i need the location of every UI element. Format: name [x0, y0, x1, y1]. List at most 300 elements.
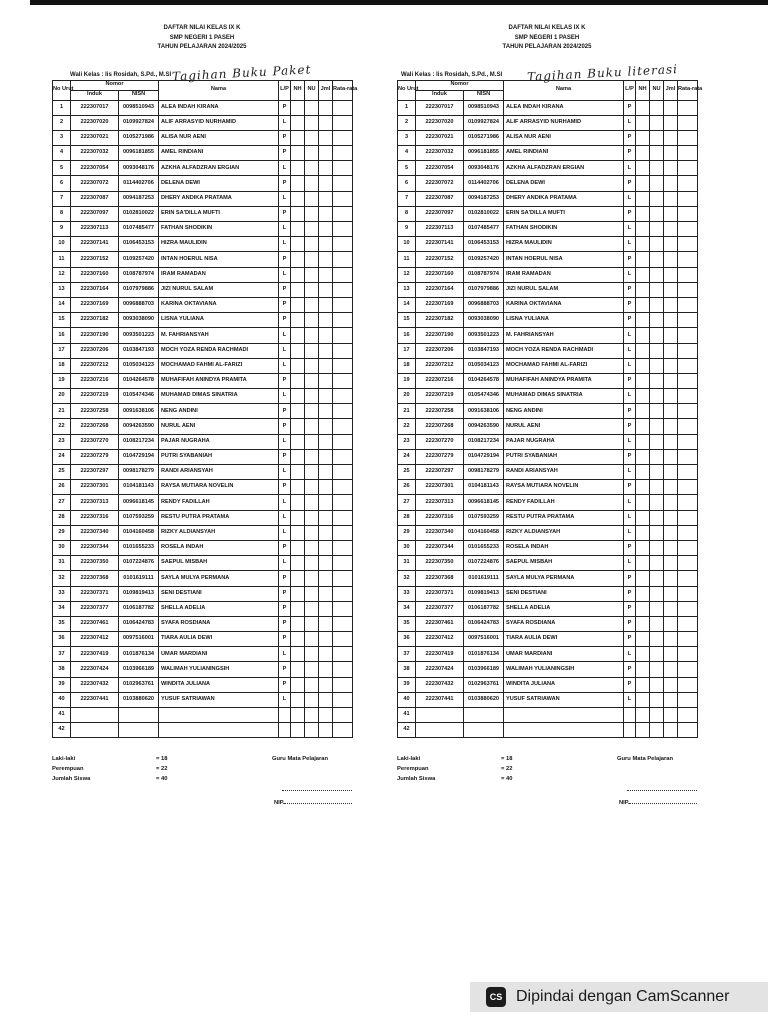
score-jml — [319, 343, 333, 358]
score-nh — [291, 358, 305, 373]
score-jml — [664, 146, 678, 161]
score-rata — [333, 328, 353, 343]
score-jml — [664, 723, 678, 738]
student-nisn: 0098510943 — [464, 100, 504, 115]
score-nu — [650, 540, 664, 555]
row-number: 32 — [53, 571, 71, 586]
score-nh — [291, 465, 305, 480]
student-gender: L — [279, 434, 291, 449]
col-header-lp: L/P — [279, 80, 291, 100]
nip-line — [284, 803, 352, 804]
score-nh — [636, 115, 650, 130]
table-row — [53, 419, 353, 434]
student-gender: L — [279, 495, 291, 510]
student-gender: P — [279, 282, 291, 297]
score-rata — [678, 571, 698, 586]
student-gender: L — [624, 495, 636, 510]
table-row — [53, 282, 353, 297]
student-rows — [53, 100, 353, 738]
student-nisn: 0093501223 — [119, 328, 159, 343]
wali-kelas-row — [52, 61, 352, 84]
student-name: SHELLA ADELIA — [504, 601, 624, 616]
grade-table — [52, 80, 358, 739]
score-jml — [664, 343, 678, 358]
score-jml — [319, 525, 333, 540]
score-jml — [664, 373, 678, 388]
score-rata — [333, 252, 353, 267]
student-gender: P — [279, 540, 291, 555]
student-gender: L — [624, 692, 636, 707]
score-nh — [291, 647, 305, 662]
score-nu — [305, 480, 319, 495]
student-induk: 222307344 — [71, 540, 119, 555]
student-name: MOCHAMAD FAHMI AL-FARIZI — [504, 358, 624, 373]
student-induk: 222307258 — [71, 404, 119, 419]
score-nu — [305, 692, 319, 707]
sheet-footer — [397, 756, 697, 816]
student-gender: L — [279, 525, 291, 540]
student-gender: L — [624, 358, 636, 373]
row-number: 12 — [53, 267, 71, 282]
student-gender: P — [624, 632, 636, 647]
table-row — [398, 191, 698, 206]
table-row — [398, 267, 698, 282]
camscanner-text: Dipindai dengan CamScanner — [516, 988, 730, 1005]
student-gender: L — [624, 556, 636, 571]
score-nh — [636, 237, 650, 252]
score-nh — [636, 540, 650, 555]
score-nu — [650, 252, 664, 267]
student-nisn: 0093038090 — [464, 313, 504, 328]
score-jml — [319, 161, 333, 176]
score-nh — [291, 556, 305, 571]
student-gender: P — [279, 571, 291, 586]
table-row — [53, 267, 353, 282]
student-name: PAJAR NUGRAHA — [159, 434, 279, 449]
student-nisn: 0107979886 — [464, 282, 504, 297]
score-nu — [305, 632, 319, 647]
row-number: 24 — [398, 449, 416, 464]
perempuan-label: Perempuan — [52, 766, 84, 773]
score-nu — [650, 161, 664, 176]
score-rata — [333, 206, 353, 221]
table-row — [53, 586, 353, 601]
table-row — [398, 419, 698, 434]
table-row — [53, 130, 353, 145]
score-jml — [319, 222, 333, 237]
camscanner-badge — [470, 982, 768, 1012]
score-rata — [678, 267, 698, 282]
score-nh — [291, 130, 305, 145]
score-jml — [664, 252, 678, 267]
student-nisn: 0104181143 — [119, 480, 159, 495]
col-header-nomor: Nomor — [71, 80, 159, 90]
student-name: PAJAR NUGRAHA — [504, 434, 624, 449]
row-number: 7 — [398, 191, 416, 206]
score-nu — [305, 237, 319, 252]
col-header-induk: Induk — [71, 90, 119, 100]
table-row — [53, 556, 353, 571]
grade-sheet-left — [52, 24, 358, 816]
score-nh — [636, 708, 650, 723]
table-row — [53, 571, 353, 586]
table-row — [53, 191, 353, 206]
score-nu — [650, 404, 664, 419]
student-nisn: 0105474346 — [119, 389, 159, 404]
student-induk: 222307054 — [71, 161, 119, 176]
student-nisn: 0096181855 — [464, 146, 504, 161]
student-gender — [624, 723, 636, 738]
jumlah-value: = 40 — [156, 776, 168, 783]
student-name — [159, 723, 279, 738]
score-jml — [319, 616, 333, 631]
student-name: RAYSA MUTIARA NOVELIN — [504, 480, 624, 495]
student-nisn: 0107224876 — [464, 556, 504, 571]
student-name: AZKHA ALFADZRAN ERGIAN — [159, 161, 279, 176]
student-induk: 222307216 — [416, 373, 464, 388]
score-nh — [291, 540, 305, 555]
student-nisn: 0096888703 — [464, 297, 504, 312]
student-induk: 222307097 — [71, 206, 119, 221]
score-rata — [678, 708, 698, 723]
student-name: PUTRI SYABANIAH — [504, 449, 624, 464]
score-jml — [319, 419, 333, 434]
student-nisn: 0109257420 — [119, 252, 159, 267]
col-header-nisn: NISN — [119, 90, 159, 100]
score-jml — [319, 677, 333, 692]
student-name: HIZRA MAULIDIN — [504, 237, 624, 252]
score-jml — [319, 297, 333, 312]
student-gender: L — [279, 267, 291, 282]
student-nisn: 0105034123 — [119, 358, 159, 373]
table-row — [53, 480, 353, 495]
student-name: UMAR MARDIANI — [504, 647, 624, 662]
score-jml — [664, 206, 678, 221]
student-induk: 222307279 — [416, 449, 464, 464]
table-row — [398, 601, 698, 616]
student-induk: 222307169 — [71, 297, 119, 312]
student-nisn: 0102963761 — [464, 677, 504, 692]
student-gender: P — [624, 176, 636, 191]
table-row — [398, 297, 698, 312]
student-nisn: 0105271986 — [119, 130, 159, 145]
score-nu — [650, 297, 664, 312]
score-nu — [305, 556, 319, 571]
student-induk: 222307020 — [71, 115, 119, 130]
table-row — [398, 540, 698, 555]
student-nisn: 0106187782 — [119, 601, 159, 616]
student-name: YUSUF SATRIAWAN — [504, 692, 624, 707]
score-nu — [650, 495, 664, 510]
score-rata — [333, 161, 353, 176]
student-name: PUTRI SYABANIAH — [159, 449, 279, 464]
col-header-nama: Nama — [504, 80, 624, 100]
score-nh — [291, 723, 305, 738]
score-rata — [678, 115, 698, 130]
student-name: RIZKY ALDIANSYAH — [504, 525, 624, 540]
col-header-nama: Nama — [159, 80, 279, 100]
score-rata — [678, 161, 698, 176]
score-jml — [664, 586, 678, 601]
row-number: 20 — [398, 389, 416, 404]
score-nh — [636, 297, 650, 312]
score-nh — [636, 510, 650, 525]
table-row — [53, 252, 353, 267]
student-gender: P — [279, 662, 291, 677]
score-jml — [664, 404, 678, 419]
student-name: WALIMAH YULIANINGSIH — [504, 662, 624, 677]
score-nu — [650, 571, 664, 586]
student-induk: 222307350 — [71, 556, 119, 571]
student-induk: 222307032 — [71, 146, 119, 161]
student-induk: 222307169 — [416, 297, 464, 312]
score-nu — [305, 434, 319, 449]
score-nh — [291, 404, 305, 419]
score-jml — [319, 389, 333, 404]
grade-table — [397, 80, 703, 739]
nip-label: NIP. — [619, 800, 630, 807]
row-number: 38 — [53, 662, 71, 677]
score-jml — [319, 540, 333, 555]
score-nh — [291, 495, 305, 510]
score-rata — [678, 252, 698, 267]
row-number: 3 — [398, 130, 416, 145]
student-induk: 222307424 — [416, 662, 464, 677]
score-rata — [333, 723, 353, 738]
student-induk: 222307206 — [416, 343, 464, 358]
score-nu — [650, 328, 664, 343]
score-nu — [650, 692, 664, 707]
row-number: 32 — [398, 571, 416, 586]
student-induk: 222307461 — [416, 616, 464, 631]
student-nisn: 0107593259 — [464, 510, 504, 525]
row-number: 21 — [53, 404, 71, 419]
score-rata — [678, 373, 698, 388]
student-nisn: 0101655233 — [464, 540, 504, 555]
student-gender: L — [624, 389, 636, 404]
student-nisn: 0103847193 — [119, 343, 159, 358]
score-nh — [636, 495, 650, 510]
perempuan-value: = 22 — [156, 766, 168, 773]
student-nisn: 0109927824 — [464, 115, 504, 130]
row-number: 30 — [53, 540, 71, 555]
student-induk: 222307020 — [416, 115, 464, 130]
student-induk: 222307301 — [416, 480, 464, 495]
student-gender: L — [624, 222, 636, 237]
score-nu — [305, 176, 319, 191]
student-gender: L — [624, 191, 636, 206]
student-name: NURUL AENI — [159, 419, 279, 434]
table-row — [398, 328, 698, 343]
score-nu — [650, 708, 664, 723]
student-name: WINDITA JULIANA — [159, 677, 279, 692]
score-nu — [305, 677, 319, 692]
score-rata — [678, 404, 698, 419]
row-number: 18 — [53, 358, 71, 373]
student-induk: 222307021 — [416, 130, 464, 145]
row-number: 40 — [398, 692, 416, 707]
score-jml — [319, 373, 333, 388]
table-row — [53, 495, 353, 510]
student-nisn: 0101619111 — [119, 571, 159, 586]
student-nisn: 0108787974 — [464, 267, 504, 282]
student-induk: 222307219 — [416, 389, 464, 404]
score-rata — [333, 358, 353, 373]
score-nu — [650, 632, 664, 647]
student-induk: 222307377 — [416, 601, 464, 616]
student-name: M. FAHRIANSYAH — [504, 328, 624, 343]
score-nh — [636, 328, 650, 343]
col-header-lp: L/P — [624, 80, 636, 100]
score-nu — [305, 723, 319, 738]
row-number: 29 — [53, 525, 71, 540]
row-number: 33 — [53, 586, 71, 601]
student-gender: L — [624, 328, 636, 343]
student-gender: P — [624, 373, 636, 388]
student-nisn: 0109257420 — [464, 252, 504, 267]
student-nisn — [464, 708, 504, 723]
score-nu — [305, 252, 319, 267]
score-nu — [650, 616, 664, 631]
score-nu — [305, 313, 319, 328]
row-number: 24 — [53, 449, 71, 464]
student-name: SYAFA ROSDIANA — [504, 616, 624, 631]
student-induk: 222307054 — [416, 161, 464, 176]
score-rata — [678, 206, 698, 221]
table-row — [398, 373, 698, 388]
score-rata — [678, 510, 698, 525]
student-nisn: 0094263590 — [119, 419, 159, 434]
student-nisn: 0106453153 — [119, 237, 159, 252]
table-row — [398, 146, 698, 161]
score-jml — [319, 571, 333, 586]
student-name: RANDI ARIANSYAH — [504, 465, 624, 480]
student-gender: P — [279, 206, 291, 221]
score-jml — [319, 465, 333, 480]
table-row — [398, 130, 698, 145]
score-rata — [678, 343, 698, 358]
score-nu — [650, 419, 664, 434]
score-nh — [636, 267, 650, 282]
table-row — [53, 616, 353, 631]
student-name: MUHAFIFAH ANINDYA PRAMITA — [504, 373, 624, 388]
table-row — [53, 465, 353, 480]
score-jml — [664, 571, 678, 586]
student-induk: 222307268 — [71, 419, 119, 434]
score-nu — [650, 677, 664, 692]
table-row — [398, 404, 698, 419]
score-rata — [678, 601, 698, 616]
row-number: 37 — [53, 647, 71, 662]
student-induk: 222307279 — [71, 449, 119, 464]
row-number: 20 — [53, 389, 71, 404]
student-name: RENDY FADILLAH — [504, 495, 624, 510]
student-gender: P — [624, 677, 636, 692]
score-nu — [650, 176, 664, 191]
student-nisn: 0098178279 — [119, 465, 159, 480]
score-jml — [664, 601, 678, 616]
score-nu — [305, 601, 319, 616]
student-gender: L — [279, 647, 291, 662]
score-rata — [333, 525, 353, 540]
student-gender: L — [279, 389, 291, 404]
table-row — [398, 343, 698, 358]
student-nisn: 0106453153 — [464, 237, 504, 252]
student-name: SAYLA MULYA PERMANA — [159, 571, 279, 586]
table-row — [398, 495, 698, 510]
score-jml — [319, 282, 333, 297]
student-nisn: 0103966189 — [119, 662, 159, 677]
score-jml — [664, 237, 678, 252]
student-name: JIZI NURUL SALAM — [504, 282, 624, 297]
document-header — [52, 24, 352, 53]
score-nh — [291, 252, 305, 267]
student-name: ROSELA INDAH — [159, 540, 279, 555]
student-induk: 222307377 — [71, 601, 119, 616]
score-rata — [333, 419, 353, 434]
score-jml — [319, 692, 333, 707]
student-nisn: 0094263590 — [464, 419, 504, 434]
score-jml — [664, 556, 678, 571]
score-jml — [664, 708, 678, 723]
row-number: 14 — [398, 297, 416, 312]
score-rata — [333, 677, 353, 692]
student-name: DHERY ANDIKA PRATAMA — [159, 191, 279, 206]
score-nu — [650, 100, 664, 115]
score-nh — [636, 313, 650, 328]
score-nh — [291, 571, 305, 586]
student-nisn — [119, 723, 159, 738]
table-row — [398, 556, 698, 571]
student-nisn: 0102963761 — [119, 677, 159, 692]
score-nh — [636, 419, 650, 434]
document-header — [397, 24, 697, 53]
score-nu — [650, 313, 664, 328]
table-row — [398, 525, 698, 540]
student-induk: 222307340 — [416, 525, 464, 540]
score-rata — [333, 146, 353, 161]
student-name: ALIF ARRASYID NURHAMID — [504, 115, 624, 130]
student-nisn: 0098510943 — [119, 100, 159, 115]
student-nisn: 0103880620 — [464, 692, 504, 707]
score-nh — [291, 176, 305, 191]
row-number: 38 — [398, 662, 416, 677]
student-gender: L — [279, 343, 291, 358]
score-rata — [333, 343, 353, 358]
score-nh — [636, 373, 650, 388]
student-gender: P — [279, 449, 291, 464]
score-jml — [319, 358, 333, 373]
student-nisn: 0091638106 — [464, 404, 504, 419]
score-nu — [305, 373, 319, 388]
table-row — [398, 449, 698, 464]
score-nu — [650, 146, 664, 161]
student-induk: 222307371 — [416, 586, 464, 601]
table-row — [53, 540, 353, 555]
student-induk: 222307164 — [416, 282, 464, 297]
score-nu — [650, 434, 664, 449]
score-nh — [291, 708, 305, 723]
score-nu — [305, 389, 319, 404]
student-induk — [416, 708, 464, 723]
header-title: DAFTAR NILAI KELAS IX K — [163, 25, 241, 31]
student-gender: P — [279, 404, 291, 419]
student-induk: 222307141 — [416, 237, 464, 252]
score-nu — [305, 115, 319, 130]
student-gender: P — [624, 282, 636, 297]
col-header-induk: Induk — [416, 90, 464, 100]
handwritten-note-title: Tagihan Buku Paket — [171, 61, 312, 84]
